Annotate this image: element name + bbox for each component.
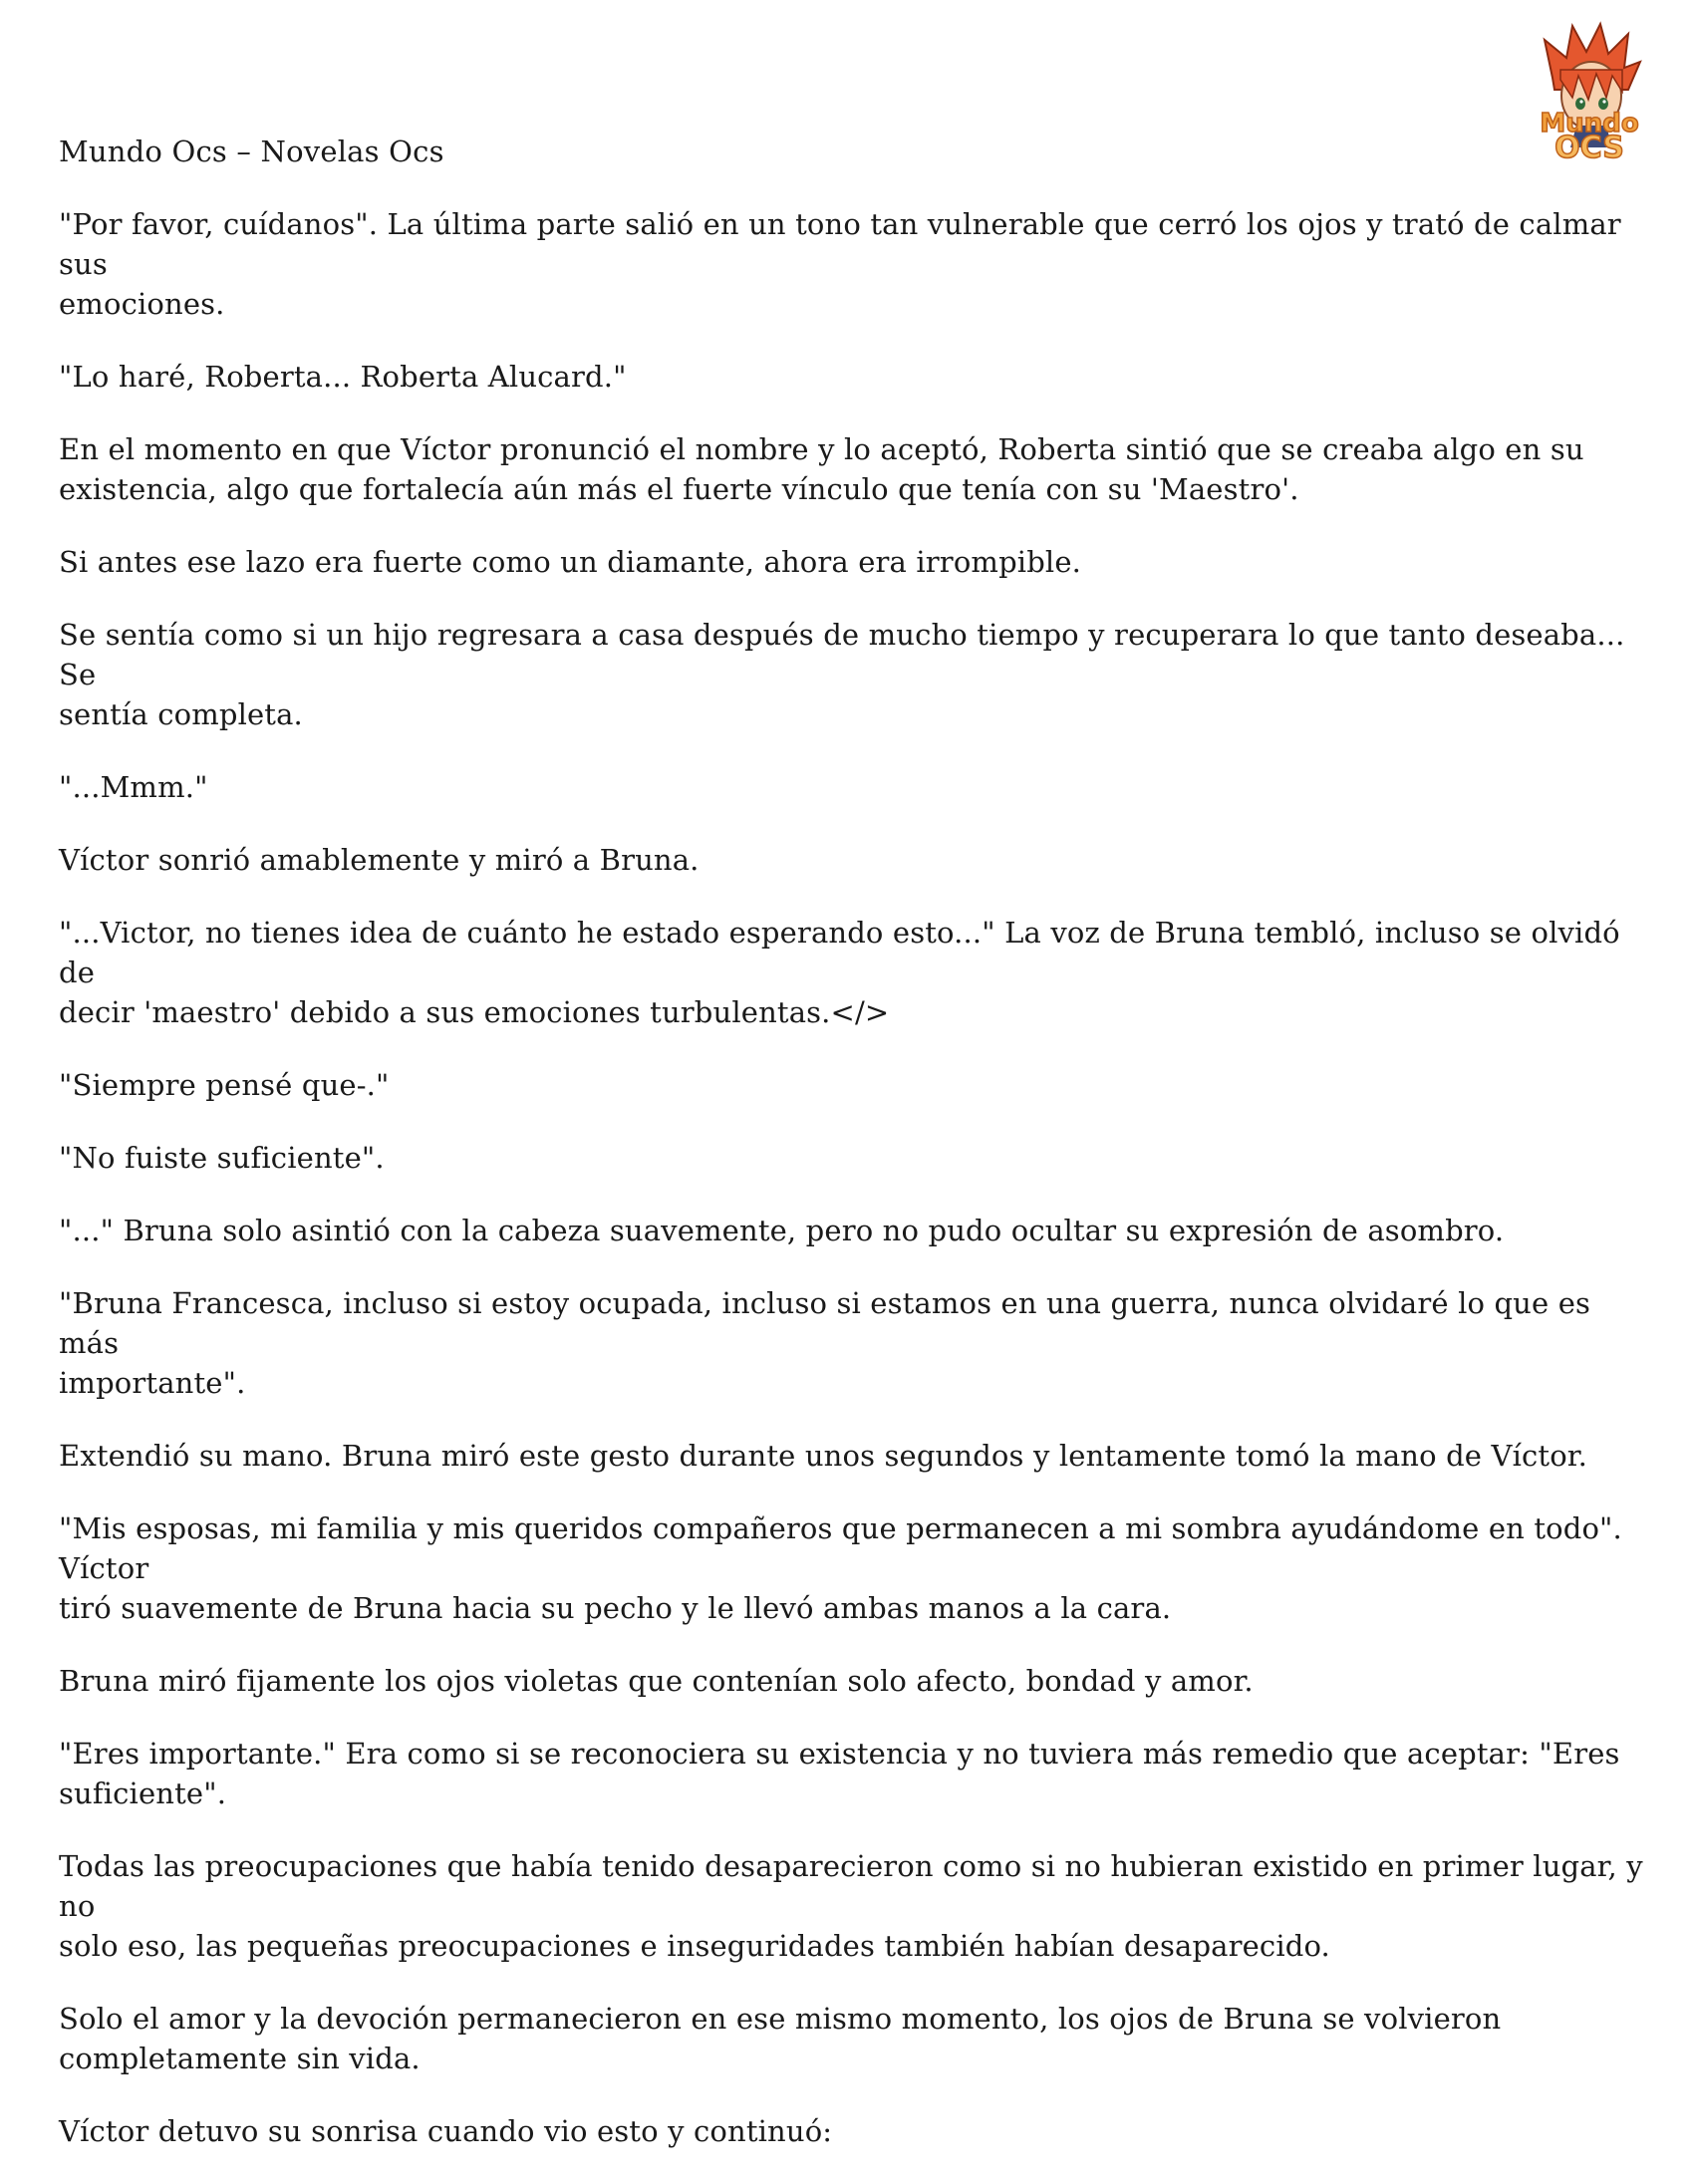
paragraph: "...Mmm."	[59, 770, 208, 804]
paragraph: En el momento en que Víctor pronunció el nombre y lo aceptó, Roberta sintió que se creaba algo en su existencia, algo que fortalecía aún más el fuerte vínculo que tenía con su 'Maestro'.	[59, 432, 1584, 506]
paragraph: Víctor detuvo su sonrisa cuando vio esto y continuó:	[59, 2114, 833, 2148]
paragraph: "No fuiste suficiente".	[59, 1141, 385, 1175]
paragraph: "Por favor, cuídanos". La última parte salió en un tono tan vulnerable que cerró los ojos y trató de calmar sus emociones.	[59, 207, 1621, 321]
page-header-title: Mundo Ocs – Novelas Ocs	[59, 135, 444, 168]
logo-text-line1: Mundo	[1540, 109, 1639, 138]
paragraph: Se sentía como si un hijo regresara a casa después de mucho tiempo y recuperara lo que tanto deseaba... Se sentía completa.	[59, 618, 1625, 731]
story-text	[59, 204, 1653, 2184]
paragraph: Extendió su mano. Bruna miró este gesto durante unos segundos y lentamente tomó la mano de Víctor.	[59, 1439, 1587, 1473]
paragraph: "Eres importante." Era como si se reconociera su existencia y no tuviera más remedio que aceptar: "Eres suficiente".	[59, 1737, 1620, 1810]
paragraph: "Lo haré, Roberta... Roberta Alucard."	[59, 360, 627, 394]
paragraph: "Siempre pensé que-."	[59, 1068, 390, 1102]
paragraph: Si antes ese lazo era fuerte como un diamante, ahora era irrompible.	[59, 545, 1082, 579]
logo-text-line2: OCS	[1554, 131, 1624, 165]
mundo-ocs-logo	[1515, 18, 1664, 167]
paragraph: Bruna miró fijamente los ojos violetas que contenían solo afecto, bondad y amor.	[59, 1664, 1254, 1698]
paragraph: "...Victor, no tienes idea de cuánto he estado esperando esto..." La voz de Bruna tembló, incluso se olvidó de decir 'maestro' debido a sus emociones turbulentas.</>	[59, 916, 1620, 1029]
logo-mascot-icon	[1515, 18, 1664, 167]
paragraph: "Mis esposas, mi familia y mis queridos compañeros que permanecen a mi sombra ayudándome en todo". Víctor tiró suavemente de Bruna hacia su pecho y le llevó ambas manos a la cara.	[59, 1511, 1622, 1625]
paragraph: "..." Bruna solo asintió con la cabeza suavemente, pero no pudo ocultar su expresión de asombro.	[59, 1214, 1505, 1247]
paragraph: "Bruna Francesca, incluso si estoy ocupada, incluso si estamos en una guerra, nunca olvidaré lo que es más importante".	[59, 1286, 1591, 1400]
paragraph: Solo el amor y la devoción permanecieron en ese mismo momento, los ojos de Bruna se volvieron completamente sin vida.	[59, 2002, 1502, 2075]
paragraph: Todas las preocupaciones que había tenido desaparecieron como si no hubieran existido en primer lugar, y no solo eso, las pequeñas preocupaciones e inseguridades también habían desaparecido.	[59, 1849, 1643, 1963]
paragraph: Víctor sonrió amablemente y miró a Bruna.	[59, 843, 700, 877]
